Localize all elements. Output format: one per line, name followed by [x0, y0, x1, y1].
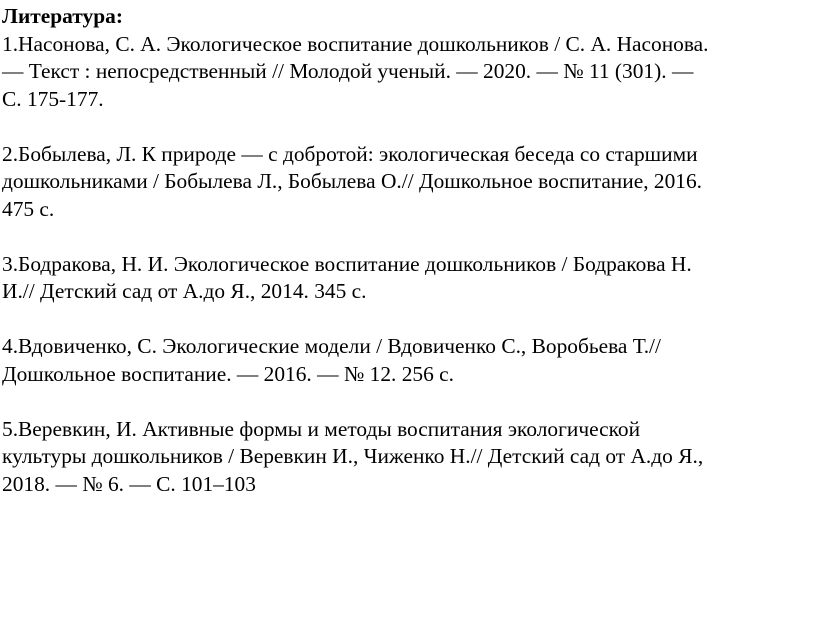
document-page	[2, 0, 814, 498]
reference-line: культуры дошкольников / Веревкин И., Чиженко Н.// Детский сад от А.до Я.,	[2, 444, 704, 468]
reference-item-4	[2, 333, 814, 388]
reference-line: Дошкольное воспитание. — 2016. — № 12. 256 с.	[2, 361, 454, 386]
reference-line: 475 с.	[2, 196, 55, 221]
references-heading: Литература:	[2, 4, 123, 28]
reference-line: 4.Вдовиченко, С. Экологические модели / Вдовиченко С., Воробьева Т.//	[2, 334, 661, 358]
reference-line: 2018. — № 6. — С. 101–103	[2, 471, 256, 496]
reference-item-2	[2, 141, 814, 224]
reference-line: 1.Насонова, С. А. Экологическое воспитание дошкольников / С. А. Насонова.	[2, 31, 709, 56]
reference-line: 3.Бодракова, Н. И. Экологическое воспитание дошкольников / Бодракова Н.	[2, 251, 692, 276]
reference-line: И.// Детский сад от А.до Я., 2014. 345 с.	[2, 279, 367, 303]
reference-item-3	[2, 251, 814, 306]
reference-line: дошкольниками / Бобылева Л., Бобылева О.// Дошкольное воспитание, 2016.	[2, 169, 703, 193]
reference-item-5	[2, 416, 814, 499]
reference-line: — Текст : непосредственный // Молодой ученый. — 2020. — № 11 (301). —	[2, 59, 694, 83]
reference-item-1	[2, 31, 814, 114]
reference-line: С. 175-177.	[2, 86, 104, 111]
reference-line: 5.Веревкин, И. Активные формы и методы воспитания экологической	[2, 416, 641, 441]
reference-line: 2.Бобылева, Л. К природе — с добротой: экологическая беседа со старшими	[2, 141, 698, 166]
